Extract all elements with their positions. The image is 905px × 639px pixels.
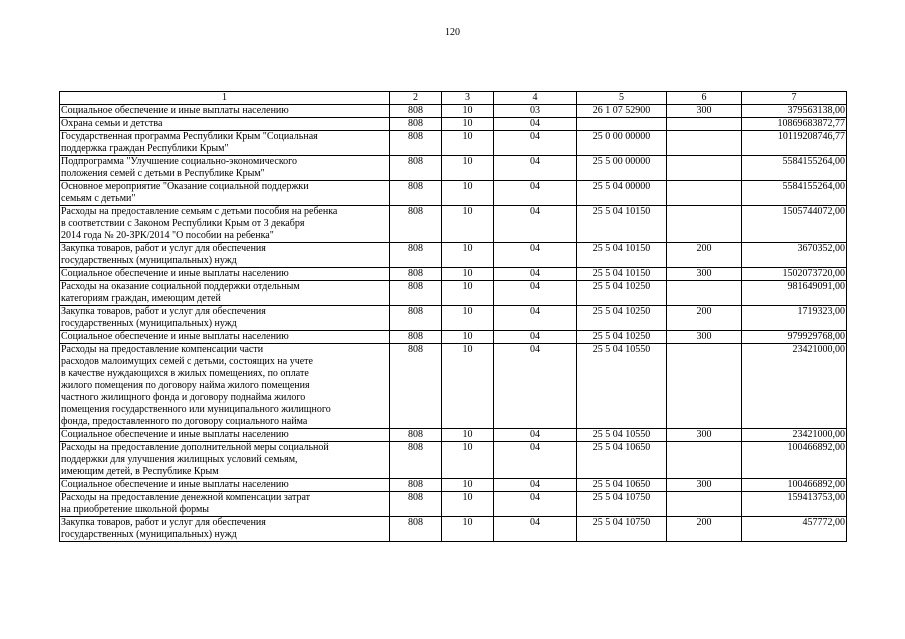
- cell-col-5: 25 5 04 10150: [577, 206, 667, 243]
- page-number: 120: [445, 27, 460, 38]
- cell-col-5: 25 5 04 10550: [577, 429, 667, 442]
- cell-col-5: 25 5 04 10150: [577, 243, 667, 268]
- cell-col-5: 26 1 07 52900: [577, 105, 667, 118]
- table-row: [60, 206, 847, 243]
- cell-amount: 100466892,00: [742, 442, 847, 479]
- cell-col-2: 808: [390, 517, 442, 542]
- cell-col-2: 808: [390, 105, 442, 118]
- cell-col-5: 25 5 00 00000: [577, 156, 667, 181]
- cell-col-6: [667, 206, 742, 243]
- cell-col-5: 25 5 04 10650: [577, 479, 667, 492]
- table-row: [60, 281, 847, 306]
- cell-col-2: 808: [390, 118, 442, 131]
- cell-col-6: 300: [667, 331, 742, 344]
- cell-col-4: 04: [494, 206, 577, 243]
- cell-col-4: 04: [494, 131, 577, 156]
- cell-col-3: 10: [442, 344, 494, 429]
- cell-description: Расходы на предоставление денежной компенсации затрат на приобретение школьной формы: [60, 492, 390, 517]
- cell-description: Социальное обеспечение и иные выплаты населению: [60, 479, 390, 492]
- cell-col-6: [667, 118, 742, 131]
- cell-col-5: 25 5 04 10250: [577, 306, 667, 331]
- cell-col-6: [667, 442, 742, 479]
- cell-col-2: 808: [390, 331, 442, 344]
- table-row: [60, 479, 847, 492]
- cell-col-4: 04: [494, 331, 577, 344]
- cell-col-4: 04: [494, 306, 577, 331]
- cell-col-4: 04: [494, 517, 577, 542]
- cell-col-5: 25 5 04 10250: [577, 331, 667, 344]
- header-col-7: 7: [742, 92, 847, 105]
- cell-amount: 981649091,00: [742, 281, 847, 306]
- cell-amount: 10869683872,77: [742, 118, 847, 131]
- cell-col-3: 10: [442, 492, 494, 517]
- cell-col-5: 25 5 04 00000: [577, 181, 667, 206]
- cell-col-6: [667, 281, 742, 306]
- cell-description: Социальное обеспечение и иные выплаты населению: [60, 429, 390, 442]
- cell-description: Социальное обеспечение и иные выплаты населению: [60, 331, 390, 344]
- cell-description: Закупка товаров, работ и услуг для обеспечения государственных (муниципальных) нужд: [60, 517, 390, 542]
- table-row: [60, 306, 847, 331]
- cell-col-3: 10: [442, 331, 494, 344]
- cell-amount: 979929768,00: [742, 331, 847, 344]
- cell-col-4: 04: [494, 479, 577, 492]
- cell-col-5: 25 5 04 10650: [577, 442, 667, 479]
- cell-col-4: 04: [494, 268, 577, 281]
- cell-amount: 23421000,00: [742, 344, 847, 429]
- cell-description: Социальное обеспечение и иные выплаты населению: [60, 105, 390, 118]
- cell-col-3: 10: [442, 429, 494, 442]
- cell-col-6: 300: [667, 479, 742, 492]
- cell-col-6: 300: [667, 268, 742, 281]
- cell-col-6: [667, 344, 742, 429]
- cell-col-4: 04: [494, 181, 577, 206]
- budget-table: [59, 91, 847, 542]
- header-col-6: 6: [667, 92, 742, 105]
- cell-col-3: 10: [442, 156, 494, 181]
- cell-amount: 10119208746,77: [742, 131, 847, 156]
- cell-col-2: 808: [390, 131, 442, 156]
- cell-col-4: 04: [494, 281, 577, 306]
- cell-col-6: 300: [667, 429, 742, 442]
- cell-col-3: 10: [442, 306, 494, 331]
- cell-description: Расходы на предоставление семьям с детьми пособия на ребенка в соответствии с Законом Республики Крым от 3 декабря 2014 года № 20-ЗРК/2014 "О пособии на ребенка": [60, 206, 390, 243]
- table-row: [60, 268, 847, 281]
- cell-col-5: 25 5 04 10150: [577, 268, 667, 281]
- cell-col-3: 10: [442, 118, 494, 131]
- cell-col-4: 04: [494, 492, 577, 517]
- cell-col-6: [667, 492, 742, 517]
- cell-col-3: 10: [442, 517, 494, 542]
- cell-amount: 23421000,00: [742, 429, 847, 442]
- cell-amount: 1505744072,00: [742, 206, 847, 243]
- header-col-2: 2: [390, 92, 442, 105]
- cell-col-2: 808: [390, 206, 442, 243]
- cell-description: Закупка товаров, работ и услуг для обеспечения государственных (муниципальных) нужд: [60, 306, 390, 331]
- cell-amount: 1502073720,00: [742, 268, 847, 281]
- cell-col-2: 808: [390, 281, 442, 306]
- cell-col-5: 25 5 04 10250: [577, 281, 667, 306]
- cell-amount: 100466892,00: [742, 479, 847, 492]
- cell-col-2: 808: [390, 492, 442, 517]
- cell-col-6: 200: [667, 517, 742, 542]
- cell-col-5: 25 5 04 10750: [577, 517, 667, 542]
- cell-description: Основное мероприятие "Оказание социальной поддержки семьям с детьми": [60, 181, 390, 206]
- cell-col-4: 04: [494, 429, 577, 442]
- cell-col-6: [667, 131, 742, 156]
- cell-col-6: 200: [667, 306, 742, 331]
- cell-col-5: [577, 118, 667, 131]
- cell-amount: 3670352,00: [742, 243, 847, 268]
- cell-amount: 379563138,00: [742, 105, 847, 118]
- cell-description: Социальное обеспечение и иные выплаты населению: [60, 268, 390, 281]
- table-row: [60, 442, 847, 479]
- cell-col-6: 300: [667, 105, 742, 118]
- table-row: [60, 131, 847, 156]
- table-row: [60, 331, 847, 344]
- cell-description: Расходы на оказание социальной поддержки отдельным категориям граждан, имеющим детей: [60, 281, 390, 306]
- header-col-5: 5: [577, 92, 667, 105]
- cell-col-6: [667, 156, 742, 181]
- cell-col-2: 808: [390, 479, 442, 492]
- table-row: [60, 156, 847, 181]
- cell-amount: 457772,00: [742, 517, 847, 542]
- cell-col-3: 10: [442, 131, 494, 156]
- cell-col-2: 808: [390, 156, 442, 181]
- header-col-1: 1: [60, 92, 390, 105]
- cell-col-2: 808: [390, 181, 442, 206]
- table-row: [60, 344, 847, 429]
- cell-col-5: 25 5 04 10550: [577, 344, 667, 429]
- table-body: [60, 105, 847, 542]
- cell-col-2: 808: [390, 442, 442, 479]
- header-col-4: 4: [494, 92, 577, 105]
- cell-col-5: 25 5 04 10750: [577, 492, 667, 517]
- cell-description: Государственная программа Республики Крым "Социальная поддержка граждан Республики Крым": [60, 131, 390, 156]
- cell-description: Расходы на предоставление дополнительной меры социальной поддержки для улучшения жилищных условий семьям, имеющим детей, в Республике Крым: [60, 442, 390, 479]
- cell-col-3: 10: [442, 479, 494, 492]
- cell-col-4: 04: [494, 156, 577, 181]
- cell-col-3: 10: [442, 268, 494, 281]
- cell-col-3: 10: [442, 181, 494, 206]
- table-row: [60, 105, 847, 118]
- cell-col-2: 808: [390, 344, 442, 429]
- cell-col-4: 04: [494, 118, 577, 131]
- cell-col-2: 808: [390, 243, 442, 268]
- table-row: [60, 243, 847, 268]
- table-row: [60, 118, 847, 131]
- cell-col-6: 200: [667, 243, 742, 268]
- cell-col-4: 03: [494, 105, 577, 118]
- cell-amount: 5584155264,00: [742, 156, 847, 181]
- table-row: [60, 429, 847, 442]
- cell-description: Закупка товаров, работ и услуг для обеспечения государственных (муниципальных) нужд: [60, 243, 390, 268]
- cell-col-3: 10: [442, 206, 494, 243]
- cell-description: Расходы на предоставление компенсации части расходов малоимущих семей с детьми, состоящих на учете в качестве нуждающихся в жилых помещениях, по оплате жилого помещения по договору найма жилого помещения частного жилищного фонда и договору поднайма жилого помещения государственного или муниципального жилищного фонда, предоставленного по договору социального найма: [60, 344, 390, 429]
- table-row: [60, 492, 847, 517]
- cell-col-2: 808: [390, 306, 442, 331]
- cell-col-4: 04: [494, 243, 577, 268]
- cell-description: Подпрограмма "Улучшение социально-экономического положения семей с детьми в Республике Крым": [60, 156, 390, 181]
- cell-col-3: 10: [442, 243, 494, 268]
- cell-col-3: 10: [442, 105, 494, 118]
- table-row: [60, 181, 847, 206]
- header-col-3: 3: [442, 92, 494, 105]
- cell-amount: 1719323,00: [742, 306, 847, 331]
- table-row: [60, 517, 847, 542]
- cell-amount: 5584155264,00: [742, 181, 847, 206]
- header-row: [60, 92, 847, 105]
- cell-col-3: 10: [442, 281, 494, 306]
- cell-col-4: 04: [494, 442, 577, 479]
- cell-col-4: 04: [494, 344, 577, 429]
- cell-col-2: 808: [390, 429, 442, 442]
- cell-amount: 159413753,00: [742, 492, 847, 517]
- cell-col-5: 25 0 00 00000: [577, 131, 667, 156]
- cell-description: Охрана семьи и детства: [60, 118, 390, 131]
- cell-col-2: 808: [390, 268, 442, 281]
- cell-col-3: 10: [442, 442, 494, 479]
- cell-col-6: [667, 181, 742, 206]
